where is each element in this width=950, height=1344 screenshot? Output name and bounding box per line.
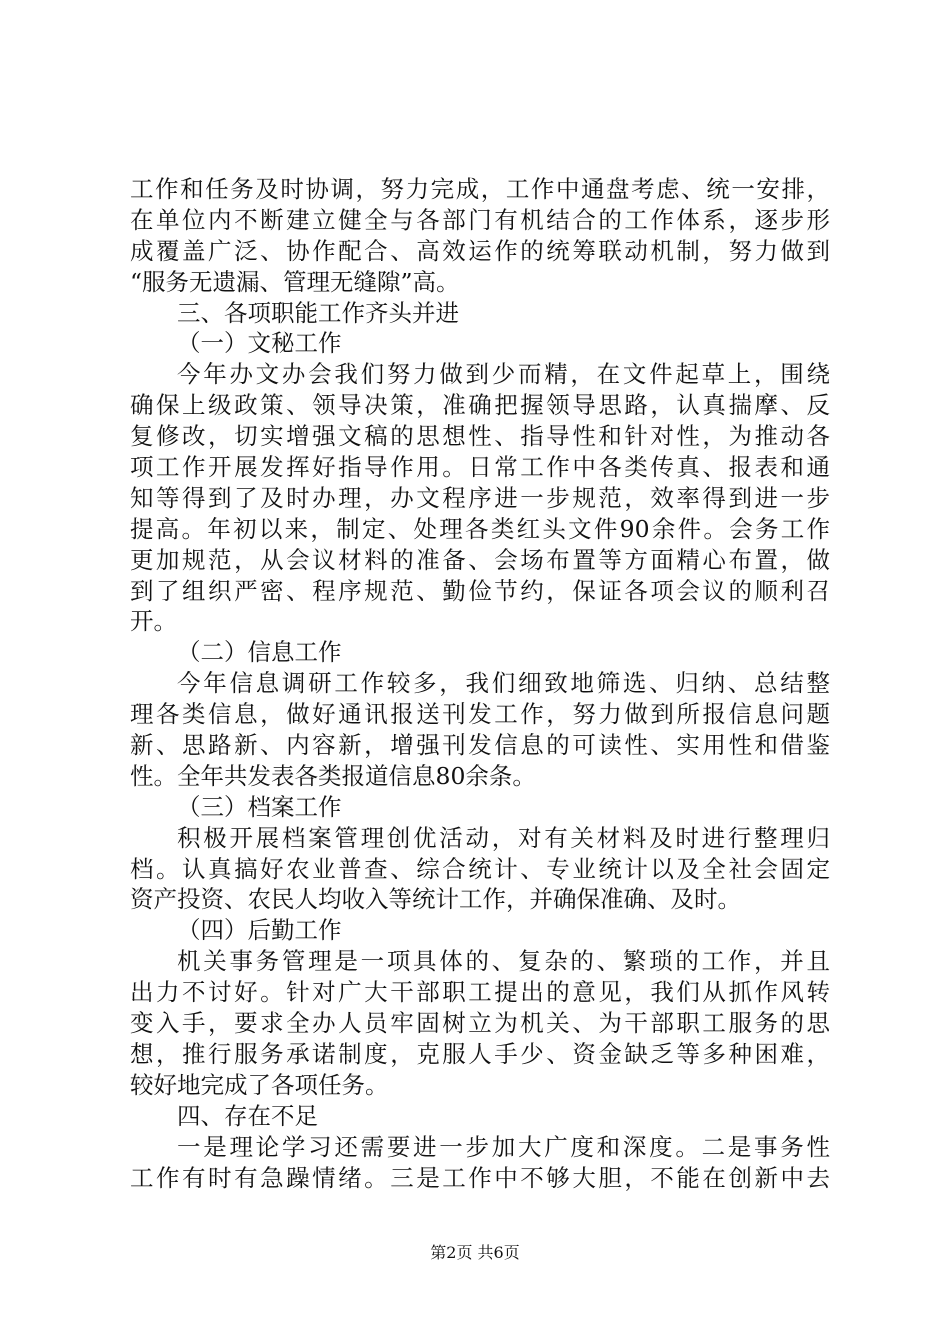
text-line: 理各类信息，做好通讯报送刊发工作，努力做到所报信息问题 xyxy=(130,700,830,729)
text-line: 提高。年初以来，制定、处理各类红头文件90余件。会务工作 xyxy=(130,514,830,543)
text-line: （四）后勤工作 xyxy=(177,916,342,945)
text-line: 工作和任务及时协调，努力完成，工作中通盘考虑、统一安排， xyxy=(130,175,830,203)
text-line: 确保上级政策、领导决策，准确把握领导思路，认真揣摩、反 xyxy=(130,391,830,420)
text-line: 更加规范，从会议材料的准备、会场布置等方面精心布置，做 xyxy=(130,545,830,574)
text-line: 变入手，要求全办人员牢固树立为机关、为干部职工服务的思 xyxy=(130,1009,830,1038)
page-footer: 第2页 共6页 xyxy=(430,1243,520,1262)
text-line: 积极开展档案管理创优活动，对有关材料及时进行整理归 xyxy=(177,823,830,852)
text-line: 档。认真搞好农业普查、综合统计、专业统计以及全社会固定 xyxy=(130,854,830,883)
text-line: 知等得到了及时办理，办文程序进一步规范，效率得到进一步 xyxy=(130,483,830,512)
text-line: 成覆盖广泛、协作配合、高效运作的统筹联动机制，努力做到 xyxy=(130,236,830,265)
text-line: 四、存在不足 xyxy=(177,1101,318,1130)
text-line: （二）信息工作 xyxy=(177,638,342,667)
text-line: （一）文秘工作 xyxy=(177,329,342,358)
text-line: 机关事务管理是一项具体的、复杂的、繁琐的工作，并且 xyxy=(177,947,830,976)
text-line: 新、思路新、内容新，增强刊发信息的可读性、实用性和借鉴 xyxy=(130,731,830,760)
text-line: 一是理论学习还需要进一步加大广度和深度。二是事务性 xyxy=(177,1132,830,1161)
text-line: 复修改，切实增强文稿的思想性、指导性和针对性，为推动各 xyxy=(130,422,830,451)
text-line: 较好地完成了各项任务。 xyxy=(130,1070,389,1099)
text-line: 今年办文办会我们努力做到少而精，在文件起草上，围绕 xyxy=(177,360,830,389)
text-line: 工作有时有急躁情绪。三是工作中不够大胆，不能在创新中去 xyxy=(130,1163,830,1192)
document-body xyxy=(130,174,830,1193)
text-line: （三）档案工作 xyxy=(177,792,342,821)
text-line: 想，推行服务承诺制度，克服人手少、资金缺乏等多种困难， xyxy=(130,1039,830,1068)
text-line: 性。全年共发表各类报道信息80余条。 xyxy=(130,761,536,790)
text-line: “服务无遗漏、管理无缝隙”高。 xyxy=(130,267,460,296)
text-line: 资产投资、农民人均收入等统计工作，并确保准确、及时。 xyxy=(130,885,741,914)
text-line: 开。 xyxy=(130,607,177,636)
text-line: 在单位内不断建立健全与各部门有机结合的工作体系，逐步形 xyxy=(130,205,830,234)
text-line: 三、各项职能工作齐头并进 xyxy=(177,298,459,327)
text-line: 项工作开展发挥好指导作用。日常工作中各类传真、报表和通 xyxy=(130,453,830,482)
text-line: 出力不讨好。针对广大干部职工提出的意见，我们从抓作风转 xyxy=(130,978,830,1007)
text-line: 今年信息调研工作较多，我们细致地筛选、归纳、总结整 xyxy=(177,669,830,698)
text-line: 到了组织严密、程序规范、勤俭节约，保证各项会议的顺利召 xyxy=(130,576,830,605)
